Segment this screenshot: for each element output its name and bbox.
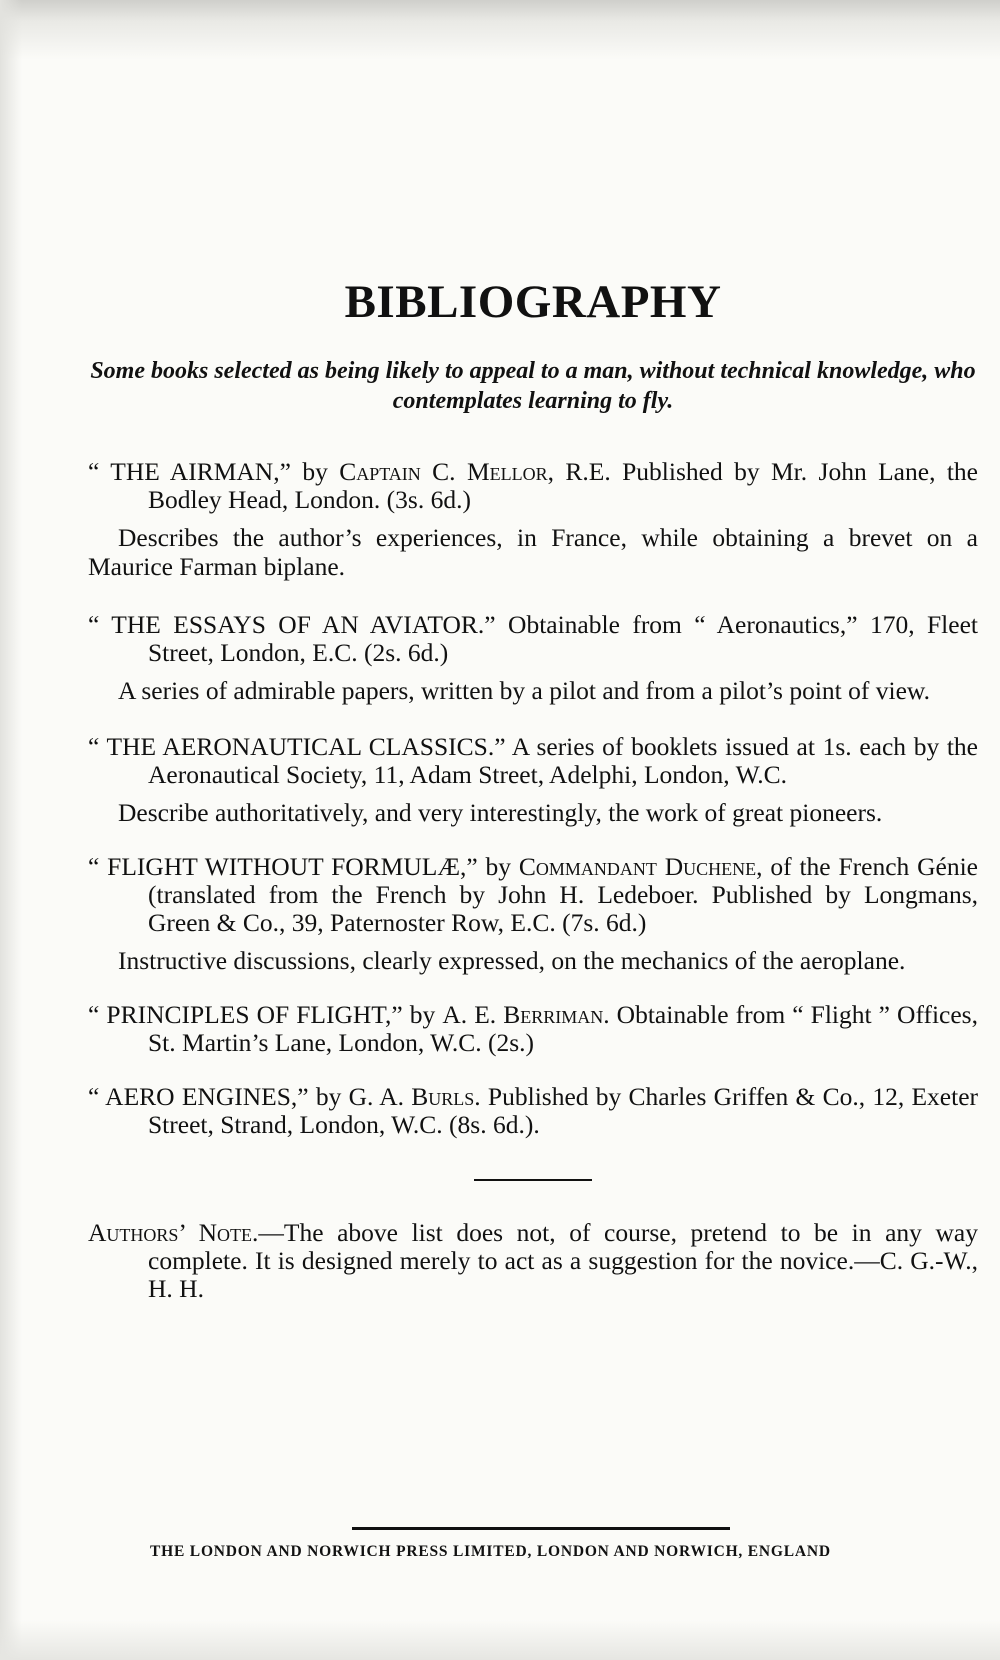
imprint-divider <box>352 1527 730 1530</box>
entry-description: Instructive discussions, clearly expressed, on the mechanics of the aeroplane. <box>118 946 906 975</box>
bibliography-entry <box>88 733 978 789</box>
authors-note <box>88 1219 978 1303</box>
entry-title: “ THE AERONAUTICAL CLASSICS.” <box>88 732 506 761</box>
entry-details: , R.E. Published by Mr. John Lane, the Bodley Head, London. (3s. 6d.) <box>148 457 978 514</box>
entry-title: “ THE AIRMAN,” <box>88 457 291 486</box>
entry-title: “ AERO ENGINES,” <box>88 1082 309 1111</box>
page-title: BIBLIOGRAPHY <box>344 276 722 328</box>
bibliography-entry: “ THE AIRMAN,” by Captain C. Mellor, R.E. Published by Mr. John Lane, the Bodley Head, London. (3s. 6d.) <box>88 457 978 514</box>
page-subtitle: Some books selected as being likely to appeal to a man, without technical knowledge, who contemplates learning to fly. <box>90 358 976 414</box>
authors-note-text: —The above list does not, of course, pretend to be in any way complete. It is designed merely to act as a suggestion for the novice.—C. G.-W., H. H. <box>148 1218 978 1303</box>
entry-details: . Obtainable from “ Flight ” Offices, St. Martin’s Lane, London, W.C. (2s.) <box>148 1000 978 1057</box>
entry-details: Obtainable from “ Aeronautics,” 170, Fleet Street, London, E.C. (2s. 6d.) <box>148 610 978 667</box>
entry-description: Describe authoritatively, and very interestingly, the work of great pioneers. <box>118 798 883 827</box>
entry-details: . Published by Charles Griffen & Co., 12, Exeter Street, Strand, London, W.C. (8s. 6d.). <box>148 1082 978 1139</box>
entry-author: Commandant Duchene <box>518 852 757 881</box>
entry-author: Captain C. Mellor <box>339 457 548 486</box>
entry-title: “ PRINCIPLES OF FLIGHT,” <box>88 1000 403 1029</box>
scan-shadow-left <box>0 0 22 1660</box>
bibliography-entry <box>88 611 978 667</box>
bibliography-entry: “ PRINCIPLES OF FLIGHT,” by A. E. Berriman. Obtainable from “ Flight ” Offices, St. Martin’s Lane, London, W.C. (2s.) <box>88 1000 978 1057</box>
bibliography-entry: “ FLIGHT WITHOUT FORMULÆ,” by Commandant Duchene, of the French Génie (translated from the French by John H. Ledeboer. Published by Longmans, Green & Co., 39, Paternoster Row, E.C. (7s. 6d.) <box>88 852 978 937</box>
entry-title: “ FLIGHT WITHOUT FORMULÆ,” <box>88 852 478 881</box>
scan-shadow-top <box>0 0 1000 60</box>
entry-description: Describes the author’s experiences, in France, while obtaining a brevet on a Maurice Farman biplane. <box>88 523 978 581</box>
authors-note-label: Authors’ Note. <box>88 1218 259 1247</box>
entry-details: , of the French Génie (translated from the French by John H. Ledeboer. Published by Longmans, Green & Co., 39, Paternoster Row, E.C. (7s. 6d.) <box>148 852 978 937</box>
entry-author: A. E. Berriman <box>442 1000 604 1029</box>
bibliography-section <box>88 270 978 1303</box>
bibliography-entry: “ AERO ENGINES,” by G. A. Burls. Published by Charles Griffen & Co., 12, Exeter Street, Strand, London, W.C. (8s. 6d.). <box>88 1082 978 1139</box>
entry-description: A series of admirable papers, written by a pilot and from a pilot’s point of view. <box>118 676 931 705</box>
entry-details: A series of booklets issued at 1s. each by the Aeronautical Society, 11, Adam Street, Adelphi, London, W.C. <box>148 732 979 789</box>
scan-shadow-bottom <box>0 1620 1000 1660</box>
entry-author: G. A. Burls <box>348 1082 475 1111</box>
entry-title: “ THE ESSAYS OF AN AVIATOR.” <box>88 610 496 639</box>
printer-imprint: THE LONDON AND NORWICH PRESS LIMITED, LONDON AND NORWICH, ENGLAND <box>150 1543 831 1560</box>
